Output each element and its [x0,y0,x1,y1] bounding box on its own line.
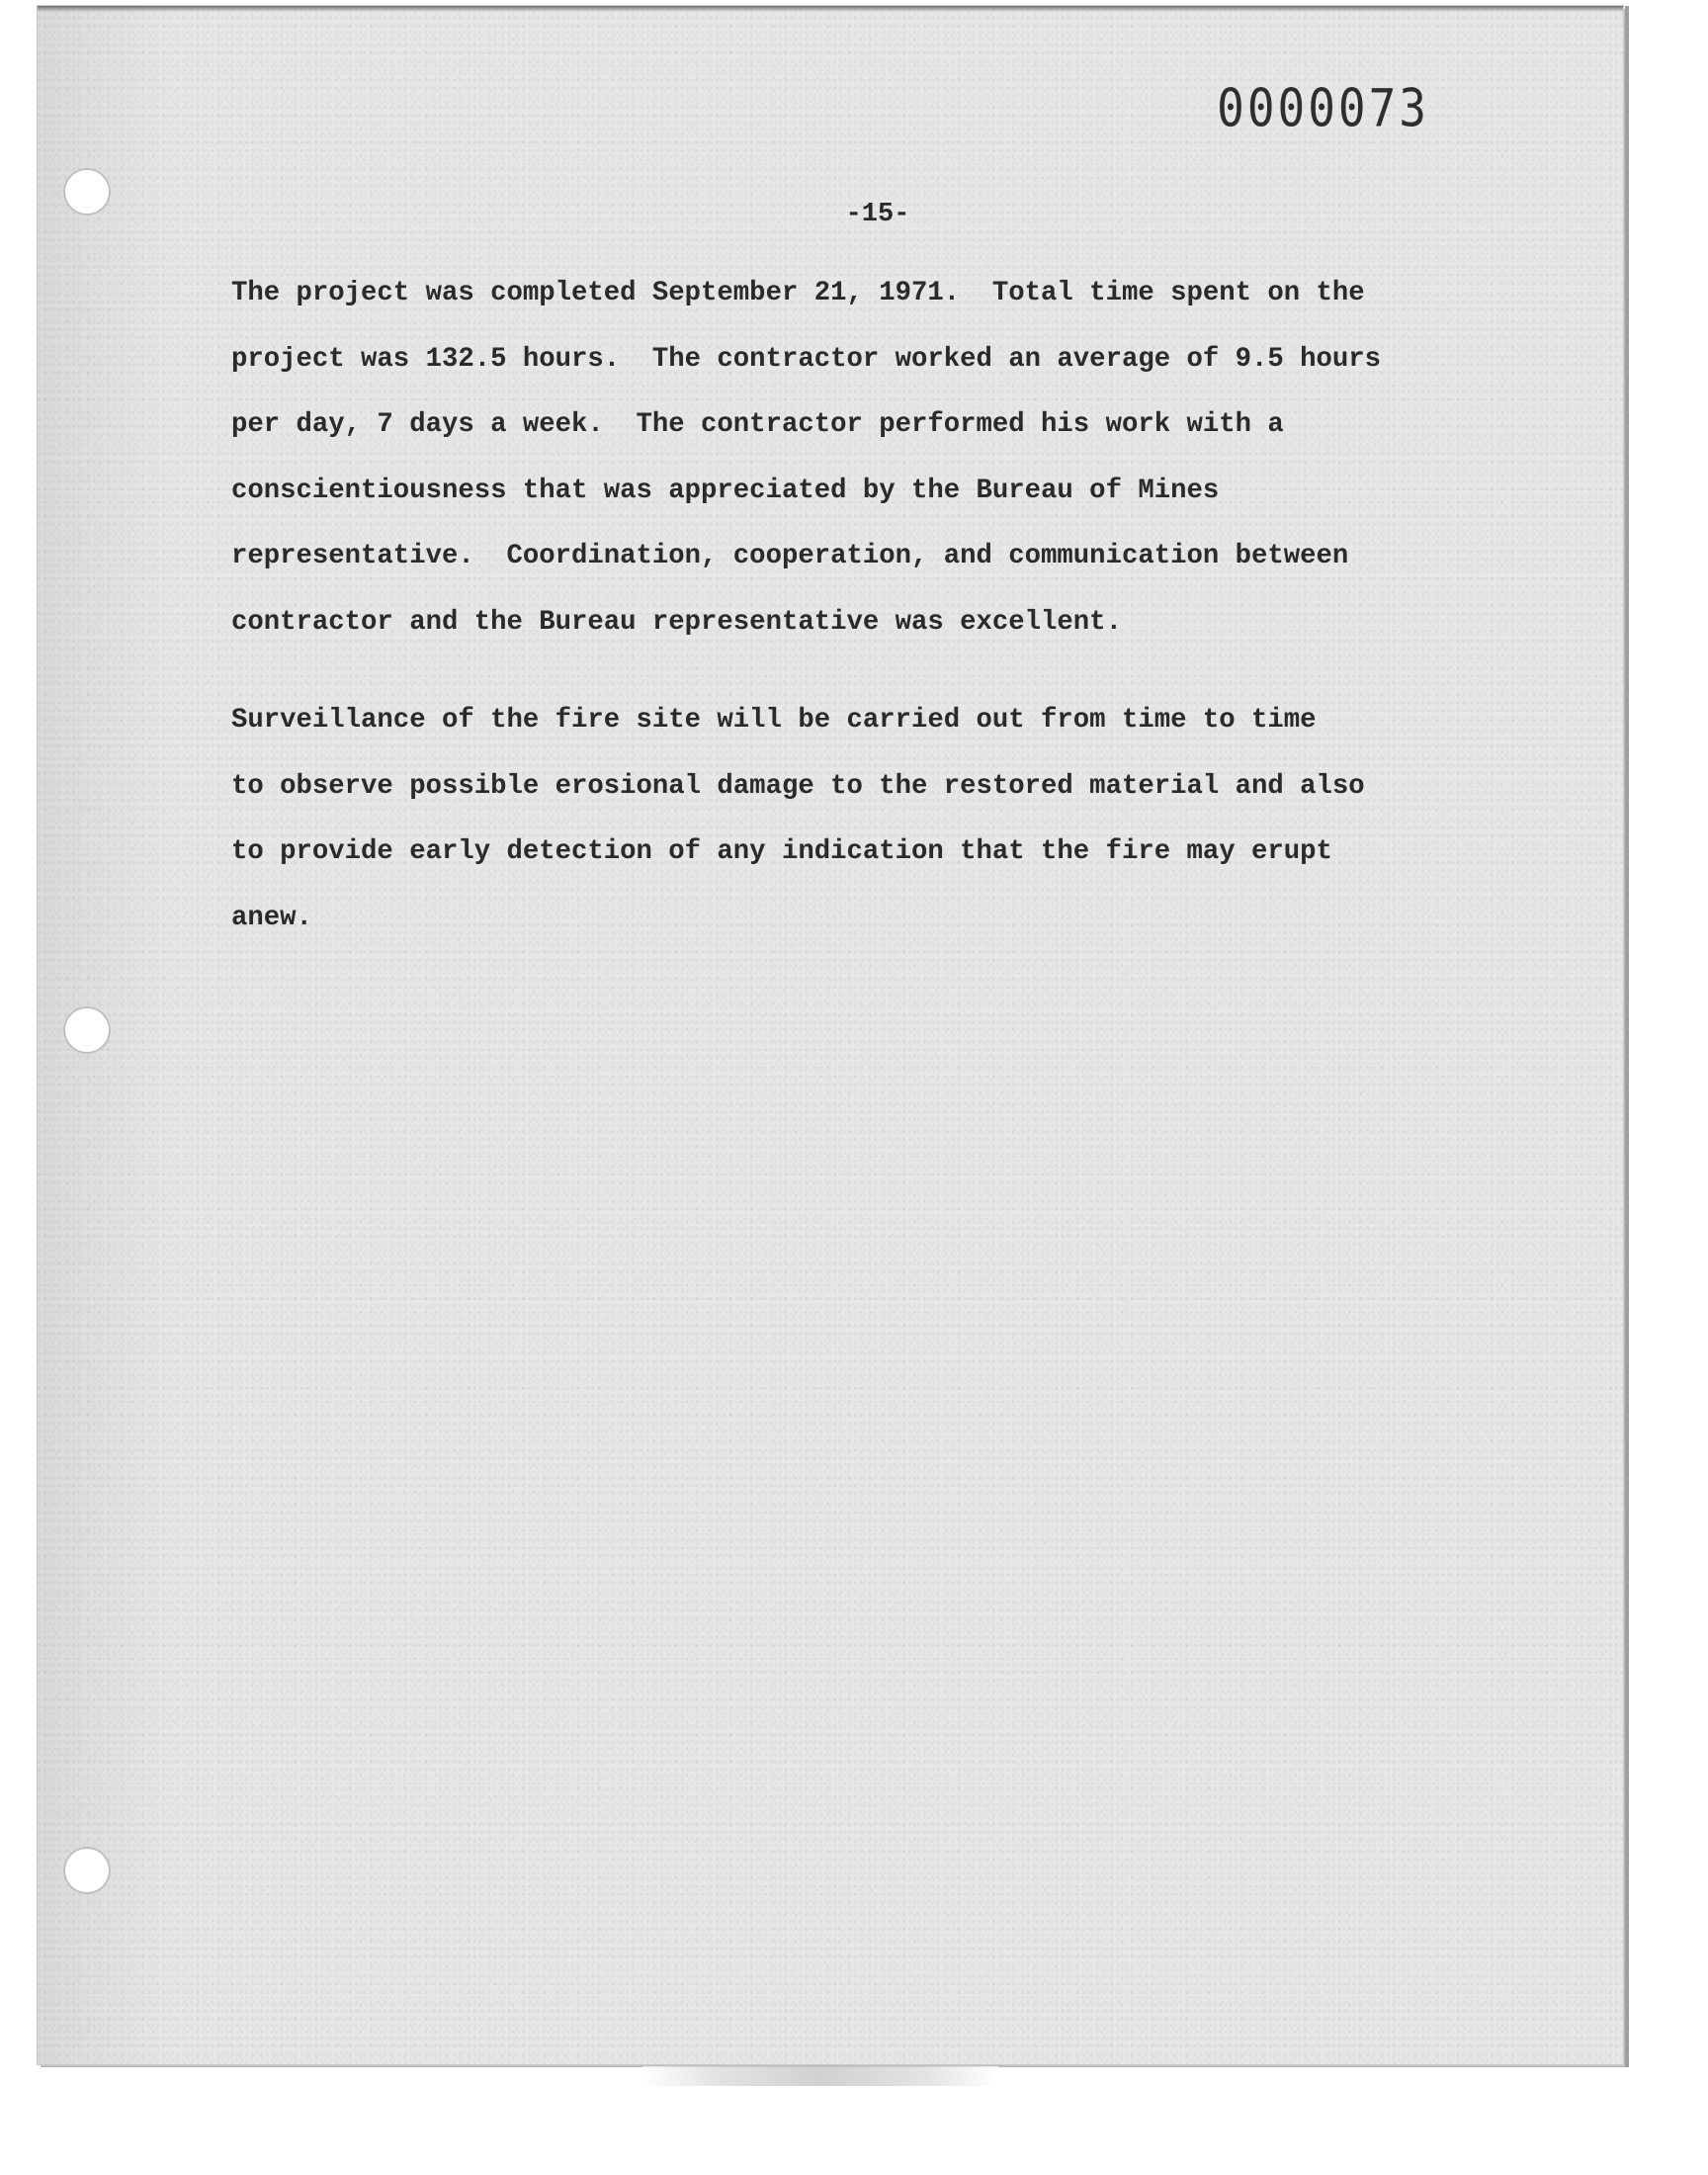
text-line: contractor and the Bureau representative was excellent. [231,606,1122,638]
paragraph [231,688,1477,951]
paragraph-gap [231,655,1477,688]
text-line: The project was completed September 21, 1971. Total time spent on the [231,278,1365,308]
body-text [231,261,1477,951]
page-right-edge [1625,6,1629,2067]
text-line: per day, 7 days a week. The contractor performed his work with a [231,409,1284,440]
scanner-artifact [642,2066,998,2086]
punch-hole-icon [63,1006,111,1054]
punch-hole-icon [63,1847,111,1894]
text-line: to observe possible erosional damage to the restored material and also [231,770,1365,802]
text-line: conscientiousness that was appreciated by the Bureau of Mines [231,475,1220,506]
text-line: representative. Coordination, cooperation, and communication between [231,541,1349,571]
text-line: anew. [231,902,312,933]
document-number: 0000073 [1217,77,1429,139]
page-top-edge [38,6,1623,12]
paragraph [231,261,1477,655]
text-line: to provide early detection of any indication that the fire may erupt [231,836,1332,867]
text-line: project was 132.5 hours. The contractor worked an average of 9.5 hours [231,343,1382,375]
paper-page [38,6,1623,2064]
page-number: -15- [845,200,910,229]
text-line: Surveillance of the fire site will be carried out from time to time [231,705,1317,736]
